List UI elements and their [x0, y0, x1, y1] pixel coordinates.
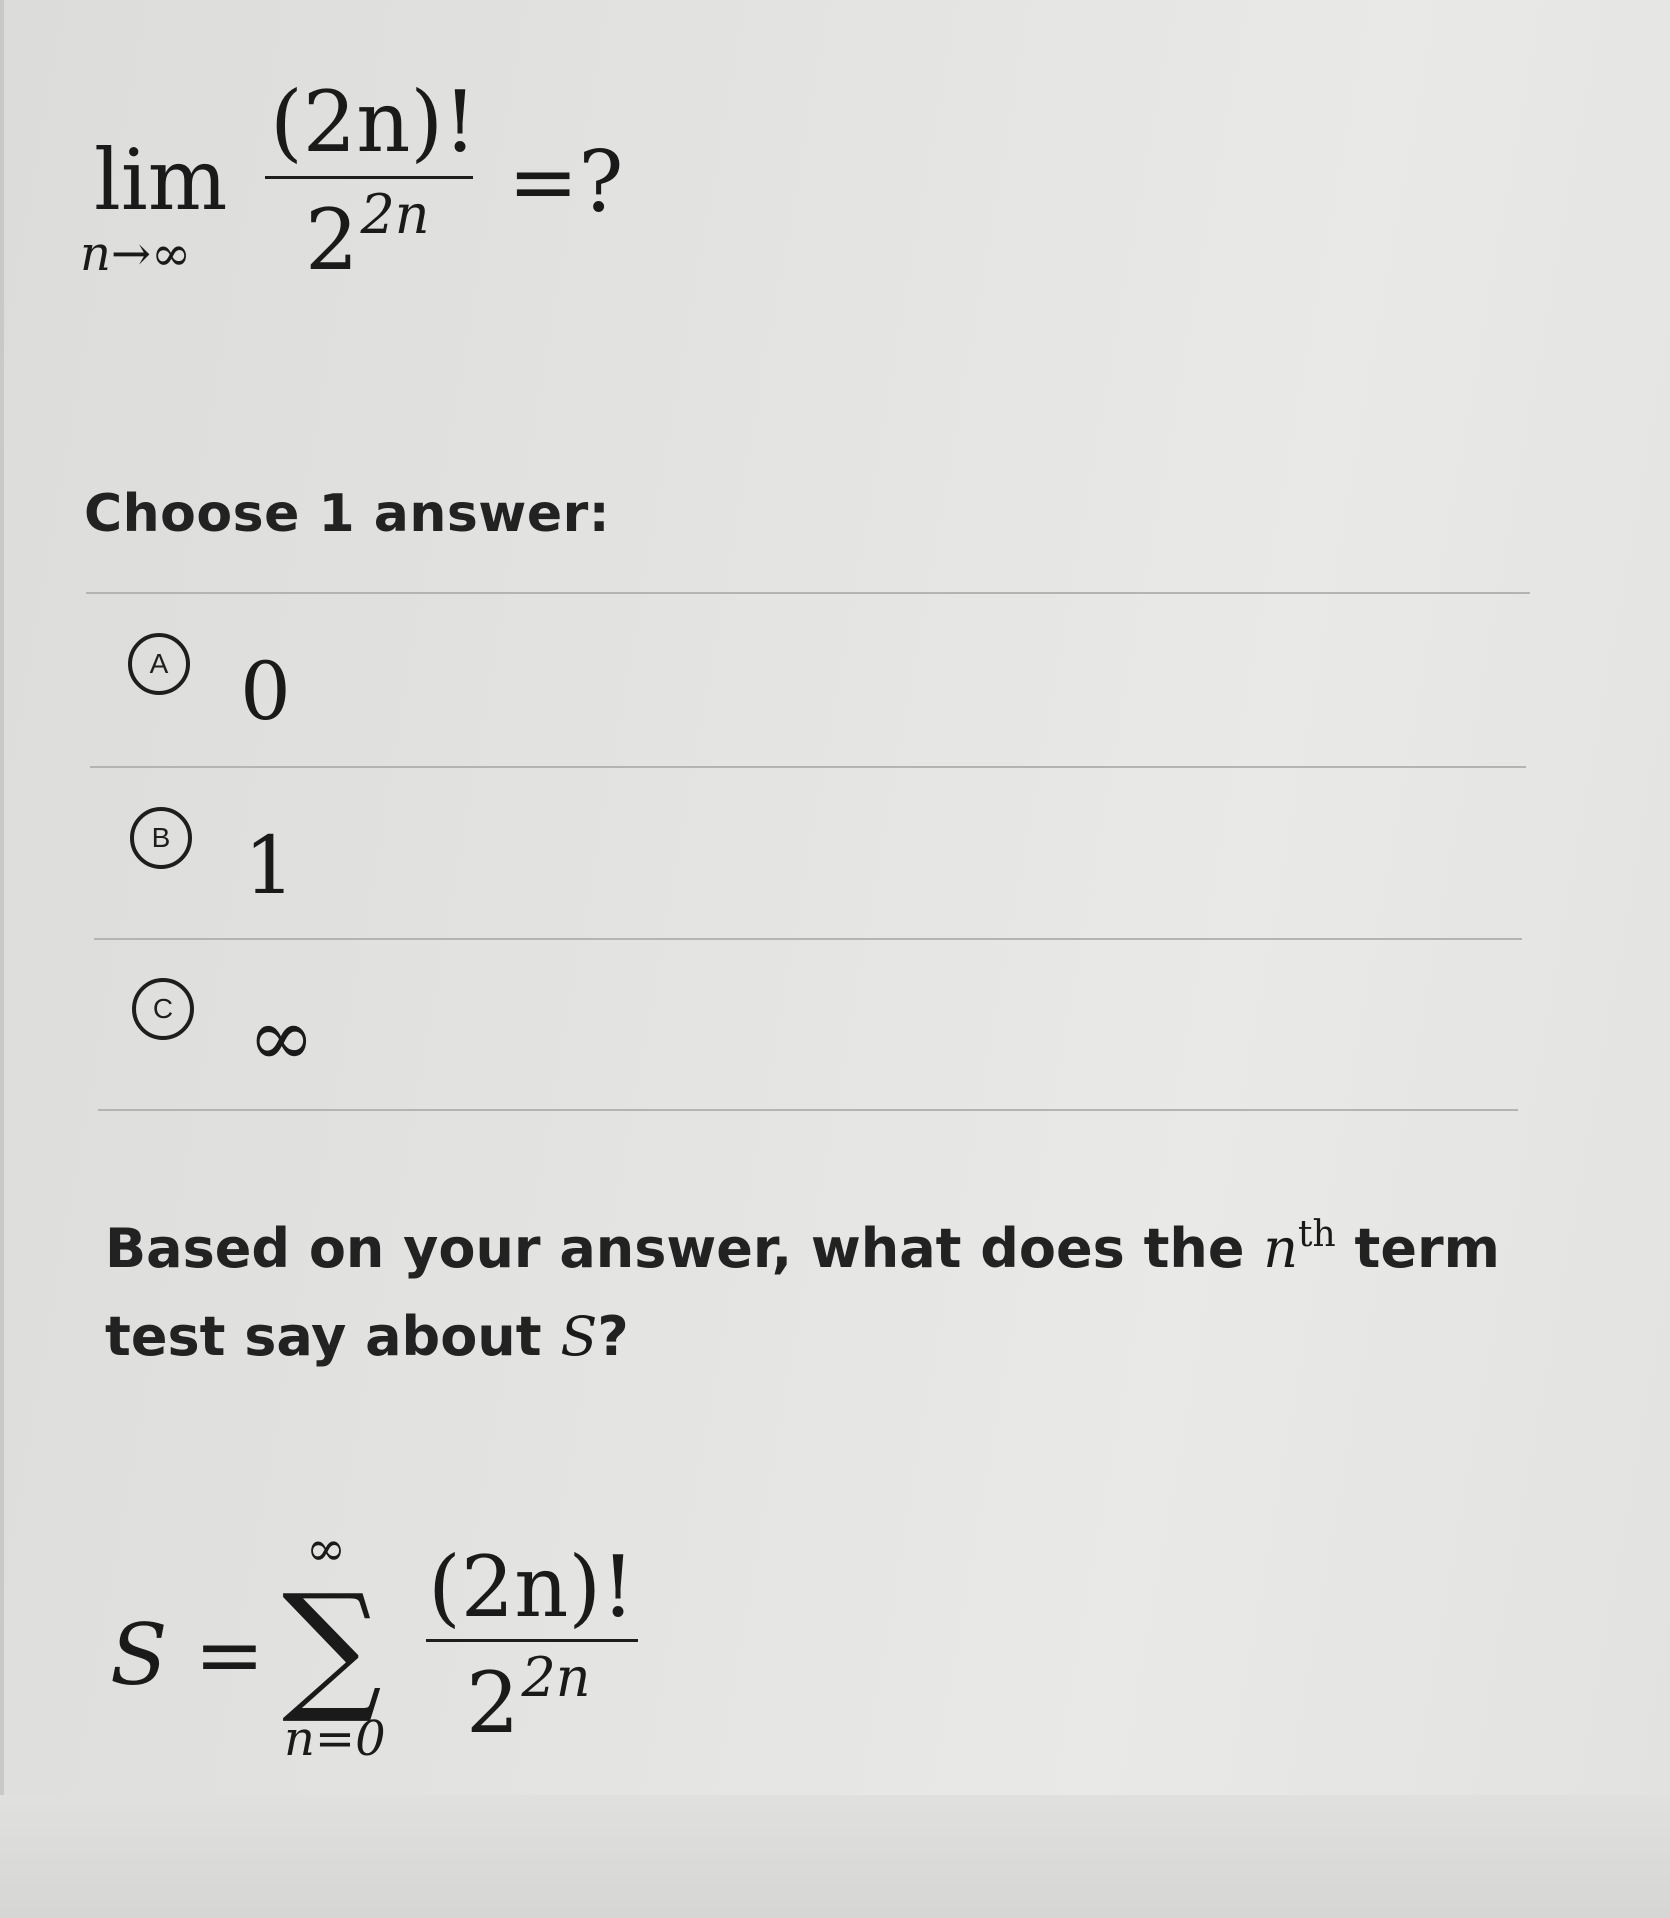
lim-den-base: 2 — [305, 191, 359, 289]
choice-b-value: 1 — [244, 819, 295, 912]
sum-upper-limit: ∞ — [306, 1521, 346, 1577]
lim-den-exponent: 2n — [360, 183, 430, 246]
fraction-bar — [265, 176, 473, 179]
choice-a-radio[interactable]: A — [128, 633, 190, 695]
series-numerator: (2n)! — [428, 1538, 635, 1636]
lim-numerator: (2n)! — [270, 73, 477, 171]
lim-sub-var: n — [80, 226, 111, 282]
lim-subscript — [80, 226, 192, 282]
sum-lower-limit: n=0 — [284, 1711, 386, 1767]
series-lhs: S = — [110, 1606, 265, 1704]
limit-question — [80, 73, 640, 310]
followup-question — [105, 1205, 1565, 1381]
lim-sub-arrow: → — [110, 226, 152, 282]
followup-n-var: n — [1263, 1217, 1299, 1280]
screen-edge — [0, 0, 4, 1918]
followup-question-mark: ? — [597, 1305, 629, 1368]
followup-th-superscript: th — [1298, 1214, 1336, 1255]
followup-s-symbol: S — [560, 1305, 598, 1368]
divider — [86, 592, 1530, 594]
followup-text-start: Based on your answer, what does the — [105, 1217, 1264, 1280]
choice-c-value: ∞ — [248, 991, 315, 1084]
choose-prompt: Choose 1 answer: — [84, 484, 611, 544]
choice-c[interactable] — [86, 946, 1526, 1096]
lim-equals-question: =? — [508, 133, 624, 231]
followup-text-middle: term test say about — [105, 1217, 1500, 1368]
choice-b-radio[interactable]: B — [130, 807, 192, 869]
lim-denominator — [305, 183, 430, 289]
lim-operator: lim — [94, 131, 228, 229]
screen-bottom-band — [0, 1795, 1670, 1918]
series-den-exponent: 2n — [521, 1646, 591, 1709]
choice-a[interactable] — [86, 600, 1526, 750]
choice-a-value: 0 — [240, 645, 291, 738]
series-expression — [110, 1521, 670, 1775]
sigma-symbol: ∑ — [282, 1565, 382, 1728]
series-den-base: 2 — [466, 1654, 520, 1752]
divider — [94, 938, 1522, 940]
choice-b[interactable] — [86, 774, 1526, 924]
divider — [90, 766, 1526, 768]
divider — [98, 1109, 1518, 1111]
choice-c-radio[interactable]: C — [132, 978, 194, 1040]
series-denominator — [466, 1646, 591, 1752]
lim-sub-limit: ∞ — [151, 226, 192, 282]
fraction-bar — [426, 1639, 638, 1642]
